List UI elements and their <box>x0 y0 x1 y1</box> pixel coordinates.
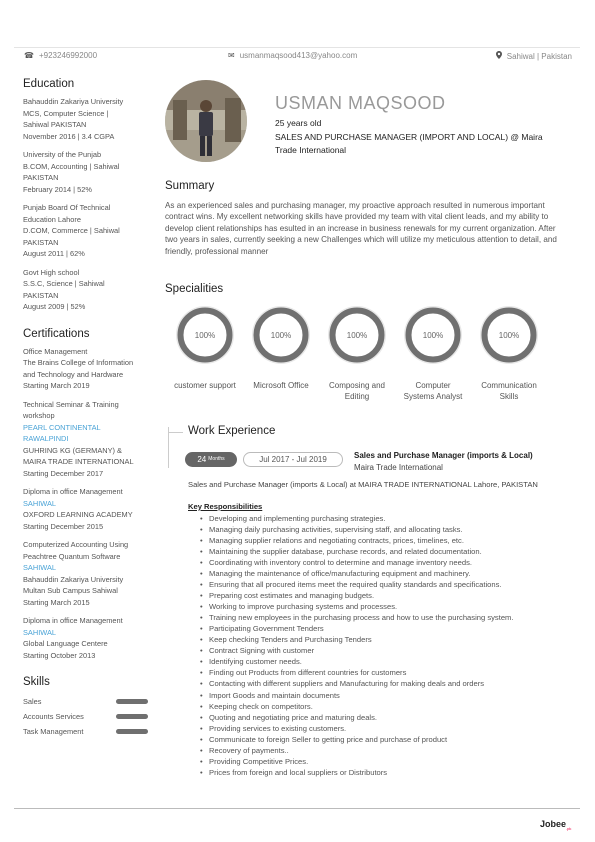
speciality-item <box>322 306 392 402</box>
education-line: Bahauddin Zakariya University <box>23 97 124 106</box>
contact-bar <box>14 51 580 63</box>
responsibility-item: • Ensuring that all procured items meet the required quality standards and specifications. <box>200 579 513 590</box>
skill-row <box>23 709 151 724</box>
education-line: Govt High school <box>23 267 80 277</box>
certification-name: Computerized Accounting Using <box>23 540 129 549</box>
education-line: Education Lahore <box>23 214 81 224</box>
responsibility-item: • Working to improve purchasing systems and processes. <box>200 601 513 612</box>
certifications-heading: Certifications <box>23 327 90 340</box>
speciality-ring <box>176 306 234 364</box>
location-text: Sahiwal | Pakistan <box>506 51 572 61</box>
education-entry <box>23 96 151 142</box>
speciality-label: Composing and Editing <box>328 381 386 401</box>
responsibility-item: • Maintaining the supplier database, purchase records, and related documentation. <box>200 546 513 557</box>
certification-entry <box>23 346 151 392</box>
contact-location <box>496 51 572 61</box>
speciality-ring <box>252 306 310 364</box>
certification-name: Diploma in office Management <box>23 487 123 496</box>
certification-name: Peachtree Quantum Software <box>23 551 121 561</box>
education-line: D.COM, Commerce | Sahiwal <box>23 226 120 235</box>
skill-name: Accounts Services <box>23 712 84 721</box>
education-entry <box>23 267 151 313</box>
education-heading: Education <box>23 78 75 90</box>
contact-email[interactable] <box>228 51 357 60</box>
certification-line: Starting October 2013 <box>23 650 96 660</box>
skill-row <box>23 724 151 739</box>
speciality-ring <box>404 306 462 364</box>
skill-bar-fill <box>116 699 148 704</box>
education-line: PAKISTAN <box>23 237 59 247</box>
responsibility-item: • Contacting with different suppliers and Manufacturing for making deals and orders <box>200 678 513 689</box>
responsibility-item: • Providing Competitive Prices. <box>200 756 513 767</box>
education-line: Sahiwal PAKISTAN <box>23 120 87 129</box>
duration-badge <box>185 452 237 467</box>
skill-name: Sales <box>23 697 42 706</box>
education-line: November 2016 | 3.4 CGPA <box>23 131 115 141</box>
timeline-connector <box>168 432 183 433</box>
education-line: University of the Punjab <box>23 150 102 159</box>
responsibility-item: • Participating Government Tenders <box>200 623 513 634</box>
profile-headline: SALES AND PURCHASE MANAGER (IMPORT AND LOCAL) @ Maira Trade International <box>275 132 543 155</box>
speciality-percent: 100% <box>270 331 292 340</box>
speciality-item <box>246 306 316 391</box>
brand-name: Jobee <box>540 819 567 829</box>
duration-value: 24 <box>197 455 207 464</box>
speciality-item <box>170 306 240 391</box>
certification-entry <box>23 486 151 532</box>
education-line: February 2014 | 52% <box>23 184 92 194</box>
skill-bar <box>116 714 148 719</box>
education-line: Punjab Board Of Technical <box>23 203 111 212</box>
speciality-label: Computer Systems Analyst <box>403 381 463 401</box>
responsibility-item: • Managing the maintenance of office/manufacturing equipment and machinery. <box>200 568 513 579</box>
certification-line: Multan Sub Campus Sahiwal <box>23 586 118 595</box>
responsibility-item: • Training new employees in the purchasing process and how to use the purchasing system. <box>200 612 513 623</box>
certification-entry <box>23 615 151 661</box>
education-line: PAKISTAN <box>23 290 59 300</box>
skill-bar-fill <box>116 729 148 734</box>
skill-bar <box>116 699 148 704</box>
certification-line: Starting March 2015 <box>23 597 90 607</box>
envelope-icon: ✉ <box>228 50 235 60</box>
brand-suffix: .pk <box>566 825 572 831</box>
bottom-divider <box>14 808 580 809</box>
map-pin-icon <box>496 51 502 61</box>
speciality-item <box>474 306 544 402</box>
date-range-pill: Jul 2017 - Jul 2019 <box>243 452 343 467</box>
left-column <box>23 78 151 739</box>
responsibility-item: • Quoting and negotiating price and maturing deals. <box>200 712 513 723</box>
work-heading: Work Experience <box>188 425 276 437</box>
education-line: S.S.C, Science | Sahiwal <box>23 279 105 288</box>
certification-line: Bahauddin Zakariya University <box>23 574 124 584</box>
brand-logo[interactable] <box>540 819 571 831</box>
certification-entry <box>23 399 151 480</box>
speciality-percent: 100% <box>194 331 216 340</box>
certification-line: GUHRING KG (GERMANY) & <box>23 445 122 455</box>
responsibility-item: • Identifying customer needs. <box>200 656 513 667</box>
certification-name: Diploma in office Management <box>23 616 123 625</box>
summary-heading: Summary <box>165 180 215 192</box>
speciality-label: customer support <box>174 381 236 390</box>
certification-line: OXFORD LEARNING ACADEMY <box>23 510 133 519</box>
certification-line: and Technology and Hardware <box>23 369 124 379</box>
responsibility-item: • Communicate to foreign Seller to getting price and purchase of product <box>200 734 513 745</box>
phone-text: +923246992000 <box>38 51 98 60</box>
certification-location: PEARL CONTINENTAL <box>23 422 101 432</box>
speciality-percent: 100% <box>422 331 444 340</box>
speciality-label: Microsoft Office <box>253 381 309 390</box>
education-line: PAKISTAN <box>23 173 59 182</box>
education-line: MCS, Computer Science | <box>23 108 109 118</box>
responsibilities-list <box>200 513 513 778</box>
responsibility-item: • Coordinating with inventory control to determine and manage inventory needs. <box>200 557 513 568</box>
education-line: August 2011 | 62% <box>23 249 85 258</box>
job-company: Maira Trade International <box>354 463 443 472</box>
certification-location: SAHIWAL <box>23 498 56 508</box>
responsibility-item: • Keep checking Tenders and Purchasing Tenders <box>200 634 513 645</box>
certification-line: Starting December 2017 <box>23 468 104 478</box>
responsibilities-heading: Key Responsibilities <box>188 502 263 511</box>
certification-line: MAIRA TRADE INTERNATIONAL <box>23 457 134 466</box>
skill-row <box>23 694 151 709</box>
job-description: Sales and Purchase Manager (imports & Local) at MAIRA TRADE INTERNATIONAL Lahore, PAKISTAN <box>188 480 538 489</box>
certification-name: workshop <box>23 411 55 420</box>
skill-bar-fill <box>116 714 148 719</box>
education-entry <box>23 202 151 260</box>
education-line: B.COM, Accounting | Sahiwal <box>23 161 120 171</box>
certification-line: The Brains College of Information <box>23 358 134 367</box>
certification-line: Global Language Centere <box>23 639 108 648</box>
responsibility-item: • Preparing cost estimates and managing budgets. <box>200 590 513 601</box>
skill-bar <box>116 729 148 734</box>
certification-line: Starting December 2015 <box>23 521 104 531</box>
certification-line: Starting March 2019 <box>23 381 90 390</box>
speciality-label: Communication Skills <box>481 381 537 401</box>
certification-name: Office Management <box>23 346 88 356</box>
skills-heading: Skills <box>23 676 50 688</box>
responsibility-item: • Keeping check on competitors. <box>200 701 513 712</box>
responsibility-item: • Contract Signing with customer <box>200 645 513 656</box>
specialities-list <box>170 306 570 416</box>
responsibility-item: • Recovery of payments.. <box>200 745 513 756</box>
speciality-ring <box>480 306 538 364</box>
certification-entry <box>23 539 151 608</box>
speciality-item <box>398 306 468 402</box>
responsibility-item: • Import Goods and maintain documents <box>200 690 513 701</box>
profile-name: USMAN MAQSOOD <box>275 93 446 113</box>
responsibility-item: • Providing services to existing customers. <box>200 723 513 734</box>
education-list <box>23 96 151 313</box>
contact-phone[interactable] <box>24 51 97 60</box>
responsibility-item: • Finding out Products from different countries for customers <box>200 667 513 678</box>
speciality-ring <box>328 306 386 364</box>
job-title: Sales and Purchase Manager (imports & Local) <box>354 451 533 460</box>
education-line: August 2009 | 52% <box>23 302 86 311</box>
responsibility-item: • Managing supplier relations and negotiating contracts, prices, timelines, etc. <box>200 535 513 546</box>
skill-name: Task Management <box>23 727 84 736</box>
certification-location: SAHIWAL <box>23 627 56 637</box>
email-text: usmanmaqsood413@yahoo.com <box>239 51 358 60</box>
skills-list <box>23 694 151 739</box>
certification-location: RAWALPINDI <box>23 434 69 443</box>
responsibility-item: • Developing and implementing purchasing strategies. <box>200 513 513 524</box>
responsibility-item: • Managing daily purchasing activities, supervising staff, and allocating tasks. <box>200 524 513 535</box>
phone-icon: ☎ <box>24 50 34 60</box>
speciality-percent: 100% <box>498 331 520 340</box>
profile-photo <box>165 80 247 162</box>
certification-name: Technical Seminar & Training <box>23 399 119 409</box>
summary-text: As an experienced sales and purchasing manager, my proactive approach resulted in numerous important contract wins. My excellent networking skills have provided my team with vital client leads, and my ability to develop client relationships has esulted in an increase in business renewals for my current organization. After two years in sales, currently seeking a new Challenges which will utilize my meticulous attention to detail, and friendly, professional manner <box>165 201 557 256</box>
specialities-heading: Specialities <box>165 283 224 295</box>
duration-unit: Months <box>208 456 225 462</box>
education-entry <box>23 149 151 195</box>
speciality-percent: 100% <box>346 331 368 340</box>
top-divider <box>14 47 580 48</box>
certification-location: SAHIWAL <box>23 563 56 572</box>
certifications-list <box>23 346 151 662</box>
timeline-line <box>168 427 169 468</box>
responsibility-item: • Prices from foreign and local suppliers or Distributors <box>200 767 513 778</box>
profile-age: 25 years old <box>275 118 322 128</box>
